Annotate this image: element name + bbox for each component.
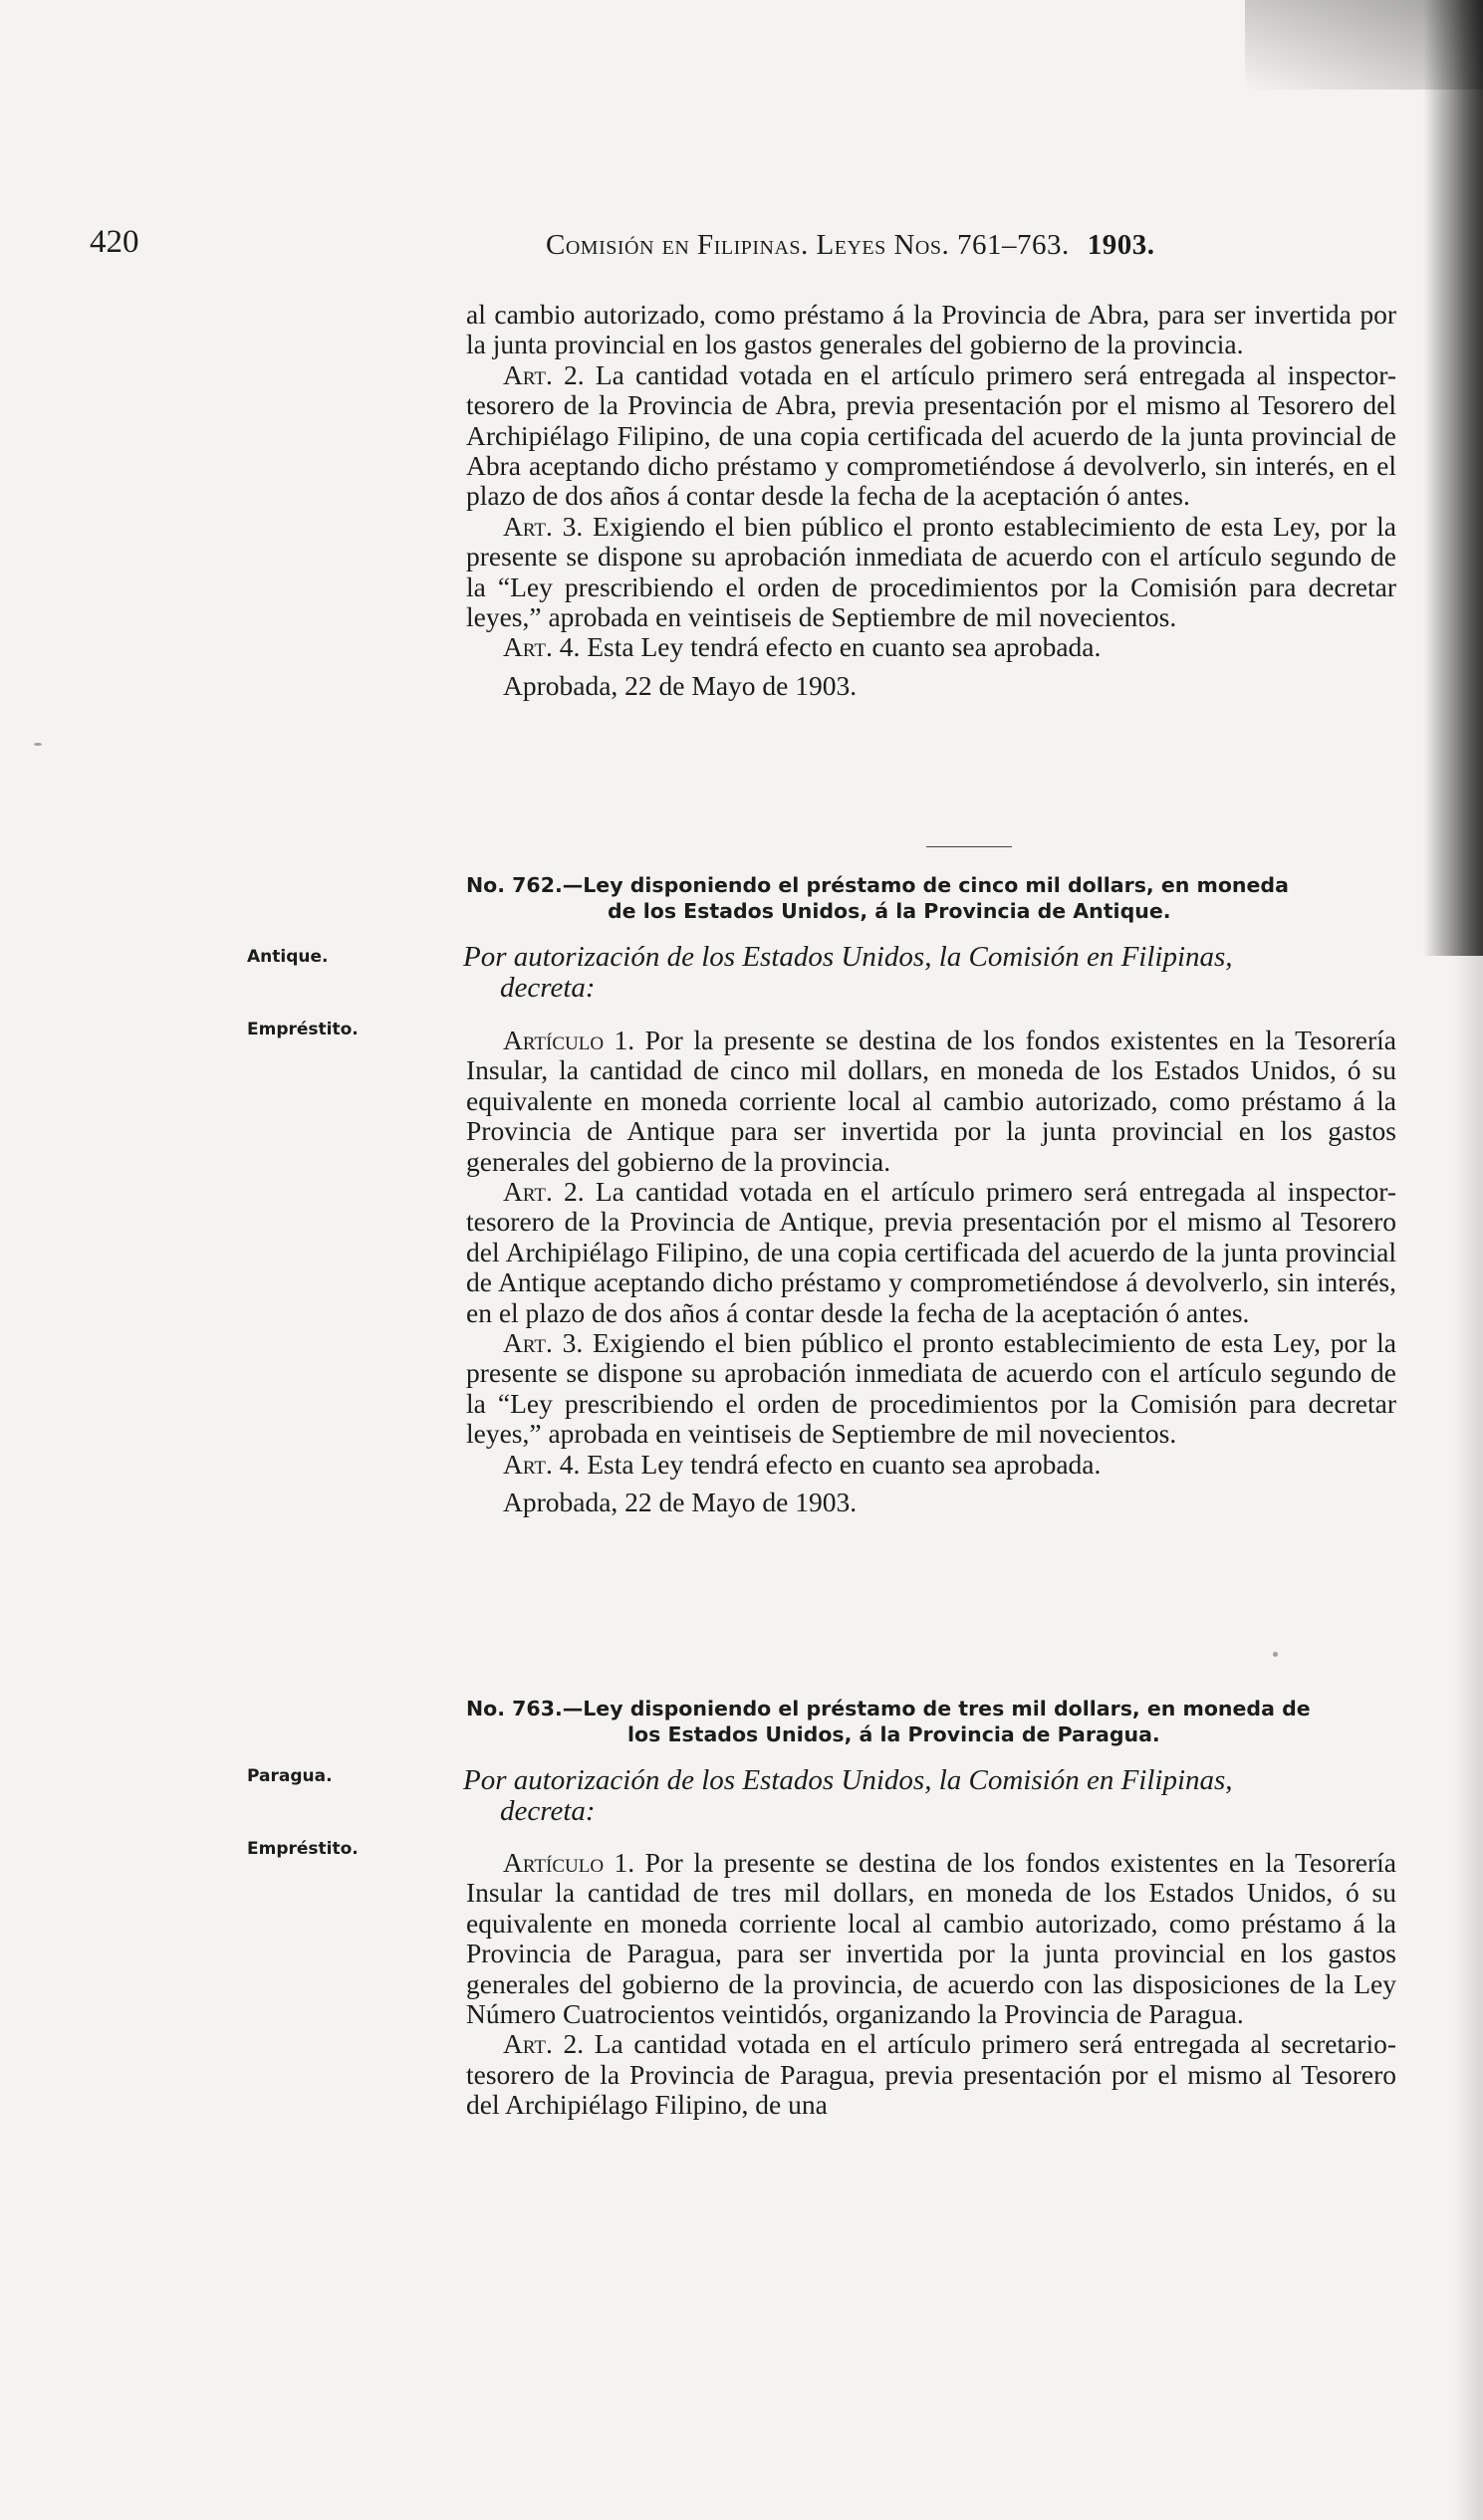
margin-note-province: Paragua. bbox=[247, 1766, 333, 1786]
article-paragraph bbox=[466, 1177, 1396, 1328]
enacting-clause bbox=[463, 1765, 1399, 1827]
article-label: Art. 2. bbox=[503, 1176, 585, 1208]
article-text: Exigiendo el bien público el pronto establecimiento de esta Ley, por la presente se dispone su aprobación inmediata de acuerdo con el artículo segundo de la “Ley prescribiendo el orden de procedimientos por la Comisión para decretar leyes,” aprobada en veintiseis de Septiembre de mil novecientos. bbox=[466, 510, 1396, 633]
section-divider bbox=[926, 846, 1012, 847]
article-text: Esta Ley tendrá efecto en cuanto sea aprobada. bbox=[587, 631, 1102, 663]
law-heading-line: de los Estados Unidos, á la Provincia de Antique. bbox=[608, 899, 1171, 923]
running-head-year: 1903. bbox=[1087, 229, 1155, 261]
scan-speck bbox=[34, 743, 42, 746]
scan-shadow-binding bbox=[1423, 0, 1483, 956]
article-label: Artículo 1. bbox=[503, 1847, 635, 1878]
article-label: Art. 4. bbox=[503, 631, 581, 663]
article-paragraph bbox=[466, 360, 1396, 512]
article-label: Artículo 1. bbox=[503, 1025, 635, 1055]
article-paragraph bbox=[466, 2029, 1396, 2120]
article-paragraph bbox=[466, 1026, 1396, 1177]
article-paragraph bbox=[466, 1450, 1396, 1480]
law-heading-762 bbox=[466, 872, 1396, 924]
enacting-line: decreta: bbox=[500, 1795, 596, 1827]
article-label: Art. 2. bbox=[503, 358, 585, 390]
scan-speck bbox=[1273, 1652, 1278, 1657]
law-heading-line: No. 763.—Ley disponiendo el préstamo de tres mil dollars, en moneda de bbox=[466, 1697, 1311, 1720]
enacting-clause bbox=[463, 942, 1399, 1004]
enacting-line: decreta: bbox=[500, 972, 596, 1004]
running-head bbox=[546, 229, 1155, 262]
page-number: 420 bbox=[90, 224, 139, 260]
law-heading-763 bbox=[466, 1696, 1396, 1747]
article-paragraph bbox=[466, 1848, 1396, 2029]
article-paragraph bbox=[466, 1328, 1396, 1450]
article-text: La cantidad votada en el artículo primero será entregada al inspector-tesorero de la Provincia de Abra, previa presentación por el mismo al Tesorero del Archipiélago Filipino, de una copia certificada del acuerdo de la junta provincial de Abra aceptando dicho préstamo y comprometiéndose á devolverlo, sin interés, en el plazo de dos años á contar desde la fecha de la aceptación ó antes. bbox=[466, 358, 1397, 512]
article-label: Art. 3. bbox=[503, 1327, 584, 1359]
approval-date: Aprobada, 22 de Mayo de 1903. bbox=[503, 669, 858, 701]
article-label: Art. 3. bbox=[503, 510, 584, 542]
article-text: La cantidad votada en el artículo primero será entregada al secretario-tesorero de la Provincia de Paragua, previa presentación por el mismo al Tesorero del Archipiélago Filipino, de una bbox=[466, 2028, 1397, 2121]
article-label: Art. 2. bbox=[503, 2028, 585, 2060]
article-paragraph bbox=[466, 512, 1396, 633]
running-title: Comisión en Filipinas. Leyes Nos. 761–763. bbox=[546, 229, 1070, 261]
act-763-body bbox=[466, 1848, 1396, 2121]
article-text: Por la presente se destina de los fondos existentes en la Tesorería Insular, la cantidad de cinco mil dollars, en moneda de los Estados Unidos, ó su equivalente en moneda corriente local al cambio autorizado, como préstamo á la Provincia de Antique para ser invertida por la junta provincial en los gastos generales del gobierno de la provincia. bbox=[466, 1025, 1396, 1177]
article-paragraph bbox=[466, 632, 1396, 662]
enacting-line: Por autorización de los Estados Unidos, la Comisión en Filipinas, bbox=[463, 1764, 1233, 1796]
article-text: Esta Ley tendrá efecto en cuanto sea aprobada. bbox=[587, 1448, 1102, 1480]
article-text: Exigiendo el bien público el pronto establecimiento de esta Ley, por la presente se dispone su aprobación inmediata de acuerdo con el artículo segundo de la “Ley prescribiendo el orden de procedimientos por la Comisión para decretar leyes,” aprobada en veintiseis de Septiembre de mil novecientos. bbox=[466, 1327, 1396, 1450]
margin-note-subject: Empréstito. bbox=[247, 1839, 359, 1859]
enacting-line: Por autorización de los Estados Unidos, la Comisión en Filipinas, bbox=[463, 941, 1233, 973]
margin-note-subject: Empréstito. bbox=[247, 1020, 359, 1039]
article-label: Art. 4. bbox=[503, 1448, 581, 1480]
margin-note-province: Antique. bbox=[247, 947, 329, 967]
article-text: Por la presente se destina de los fondos existentes en la Tesorería Insular la cantidad de tres mil dollars, en moneda de los Estados Unidos, ó su equivalente en moneda corriente local al cambio autorizado, como préstamo á la Provincia de Paragua, para ser invertida por la junta provincial en los gastos generales del gobierno de la provincia, de acuerdo con las disposiciones de la Ley Número Cuatrocientos veintidós, organizando la Provincia de Paragua. bbox=[466, 1847, 1396, 2030]
act-761-continuation bbox=[466, 300, 1396, 701]
paragraph: al cambio autorizado, como préstamo á la Provincia de Abra, para ser invertida por la junta provincial en los gastos generales del gobierno de la provincia. bbox=[466, 299, 1396, 360]
article-text: La cantidad votada en el artículo primero será entregada al inspector-tesorero de la Provincia de Antique, previa presentación por el mismo al Tesorero del Archipiélago Filipino, de una copia certificada del acuerdo de la junta provincial de Antique aceptando dicho préstamo y comprometiéndose á devolverlo, sin interés, en el plazo de dos años á contar desde la fecha de la aceptación ó antes. bbox=[466, 1176, 1397, 1328]
law-heading-line: No. 762.—Ley disponiendo el préstamo de cinco mil dollars, en moneda bbox=[466, 873, 1289, 897]
act-762-body bbox=[466, 1026, 1396, 1518]
law-heading-line: los Estados Unidos, á la Provincia de Paragua. bbox=[627, 1722, 1160, 1746]
approval-date: Aprobada, 22 de Mayo de 1903. bbox=[503, 1487, 858, 1518]
